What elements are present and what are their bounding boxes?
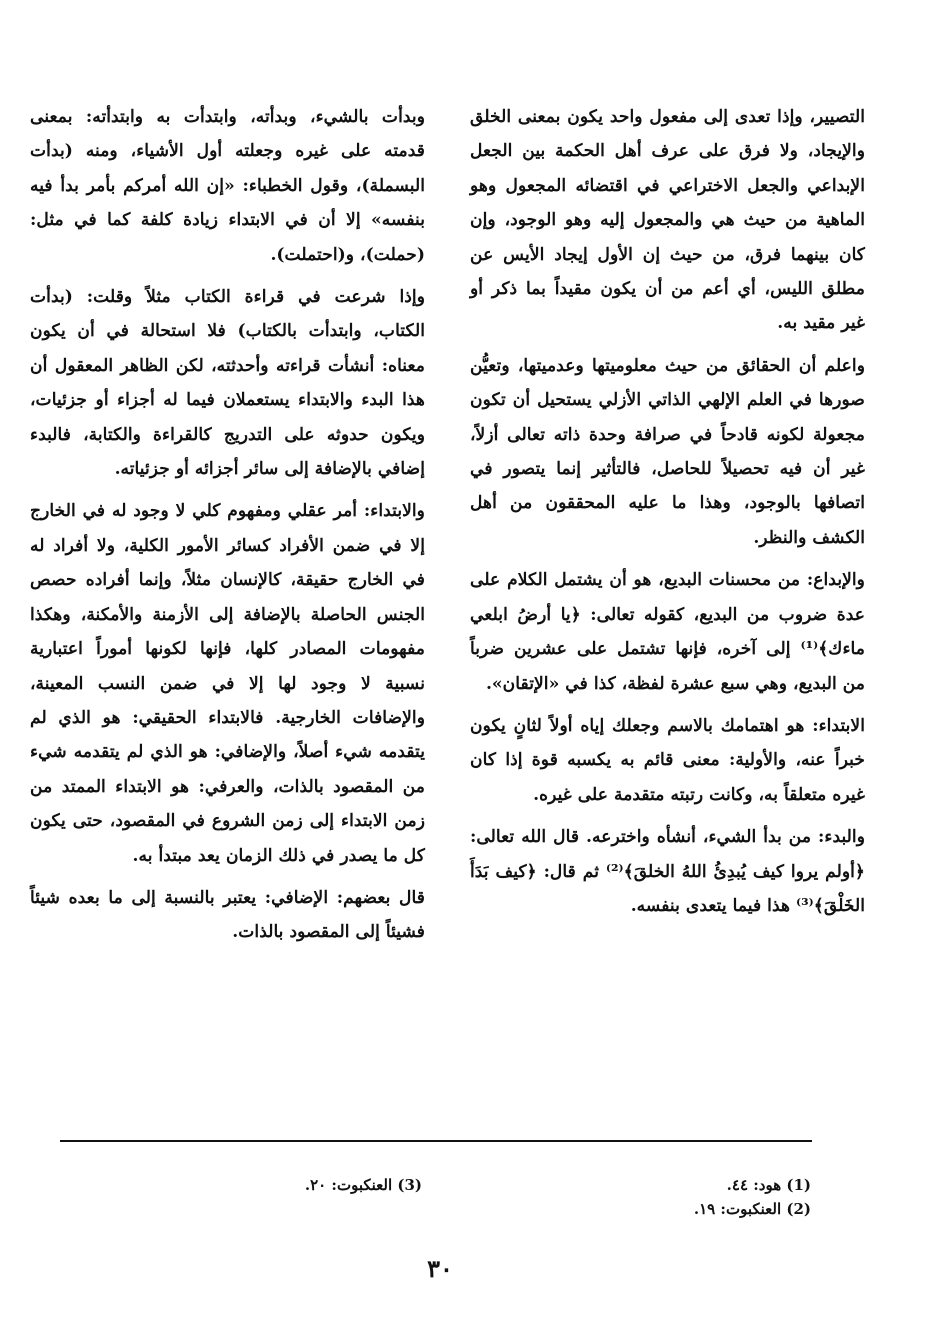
paragraph: الابتداء: هو اهتمامك بالاسم وجعلك إياه أولاً لثانٍ يكون خبراً عنه، والأولية: معنى قائم به يكسبه قوة إذا كان غيره متعلقاً به، وكانت رتبته متقدمة على غيره. [470, 715, 865, 805]
paragraph: والإبداع: من محسنات البديع، هو أن يشتمل الكلام على عدة ضروب من البديع، كقوله تعالى: ﴿يا أرضُ ابلعي ماءك﴾⁽¹⁾ إلى آخره، فإنها تشتمل على عشرين ضرباً من البديع، وهي سبع عشرة لفظة، كذا في «الإتقان». [470, 570, 865, 694]
footnotes-right [551, 1173, 811, 1221]
footnote-2: (2) العنكبوت: ١٩. [693, 1200, 811, 1218]
footnotes-left [122, 1173, 422, 1197]
paragraph: قال بعضهم: الإضافي: يعتبر بالنسبة إلى ما بعده شيئاً فشيئاً إلى المقصود بالذات. [30, 887, 425, 943]
paragraph: وإذا شرعت في قراءة الكتاب مثلاً وقلت: (بدأت الكتاب، وابتدأت بالكتاب) فلا استحالة في أن يكون معناه: أنشأت قراءته وأحدثته، لكن الظاهر المعقول أن هذا البدء والابتداء يستعملان فيما له أجزاء أو جزئيات، ويكون حدوثه على التدريج كالقراءة والكتابة، فالبدء إضافي بالإضافة إلى سائر أجزائه أو جزئياته. [30, 287, 425, 480]
paragraph: واعلم أن الحقائق من حيث معلوميتها وعدميتها، وتعيُّن صورها في العلم الإلهي الذاتي الأزلي يستحيل أن تكون مجعولة لكونه قادحاً في صرافة وحدة ذاته تعالى أزلاً، غير أن فيه تحصيلاً للحاصل، فالتأثير إنما يتصور في اتصافها بالوجود، وهذا ما عليه المحققون من أهل الكشف والنظر. [470, 355, 865, 548]
left-text-column [30, 100, 425, 958]
page-number: ٣٠ [427, 1254, 453, 1283]
paragraph: وبدأت بالشيء، وبدأته، وابتدأت به وابتدأته: بمعنى قدمته على غيره وجعلته أول الأشياء، ومنه (بدأت البسملة)، وقول الخطباء: «إن الله أمركم بأمر بدأ فيه بنفسه» إلا أن في الابتداء زيادة كلفة كما في مثل: (حملت)، و(احتملت). [30, 107, 425, 265]
footnote-divider [60, 1140, 812, 1142]
footnote-1: (1) هود: ٤٤. [726, 1176, 811, 1194]
footnote-3: (3) العنكبوت: ٢٠. [304, 1176, 422, 1194]
right-text-column [470, 100, 865, 931]
paragraph: والبدء: من بدأ الشيء، أنشأه واخترعه. قال الله تعالى: ﴿أولم يروا كيف يُبدِئُ اللهُ الخلقَ﴾⁽²⁾ ثم قال: ﴿كيف بَدَأَ الخَلْقَ﴾⁽³⁾ هذا فيما يتعدى بنفسه. [470, 827, 865, 916]
paragraph: التصيير، وإذا تعدى إلى مفعول واحد يكون بمعنى الخلق والإيجاد، ولا فرق على عرف أهل الحكمة بين الجعل الإبداعي والجعل الاختراعي في اقتضائه المجعول وهو الماهية من حيث هي والمجعول إليه وهو الوجود، وإن كان بينهما فرق، من حيث إن الأول إيجاد الأيس عن مطلق الليس، أي أعم من أن يكون مقيداً بما ذكر أو غير مقيد به. [470, 107, 865, 334]
paragraph: والابتداء: أمر عقلي ومفهوم كلي لا وجود له في الخارج إلا في ضمن الأفراد كسائر الأمور الكلية، ولا أفراد له في الخارج حقيقة، كالإنسان مثلاً، وإنما أفراده حصص الجنس الحاصلة بالإضافة إلى الأزمنة والأمكنة، وهكذا مفهومات المصادر كلها، فإنها لكونها أموراً اعتبارية نسبية لا وجود لها إلا في ضمن النسب المعينة، والإضافات الخارجية. فالابتداء الحقيقي: هو الذي لم يتقدمه شيء أصلاً، والإضافي: هو الذي لم يتقدمه شيء من المقصود بالذات، والعرفي: هو الابتداء الممتد من زمن الابتداء إلى زمن الشروع في المقصود، حتى يكون كل ما يصدر في ذلك الزمان يعد مبتدأ به. [30, 501, 425, 866]
